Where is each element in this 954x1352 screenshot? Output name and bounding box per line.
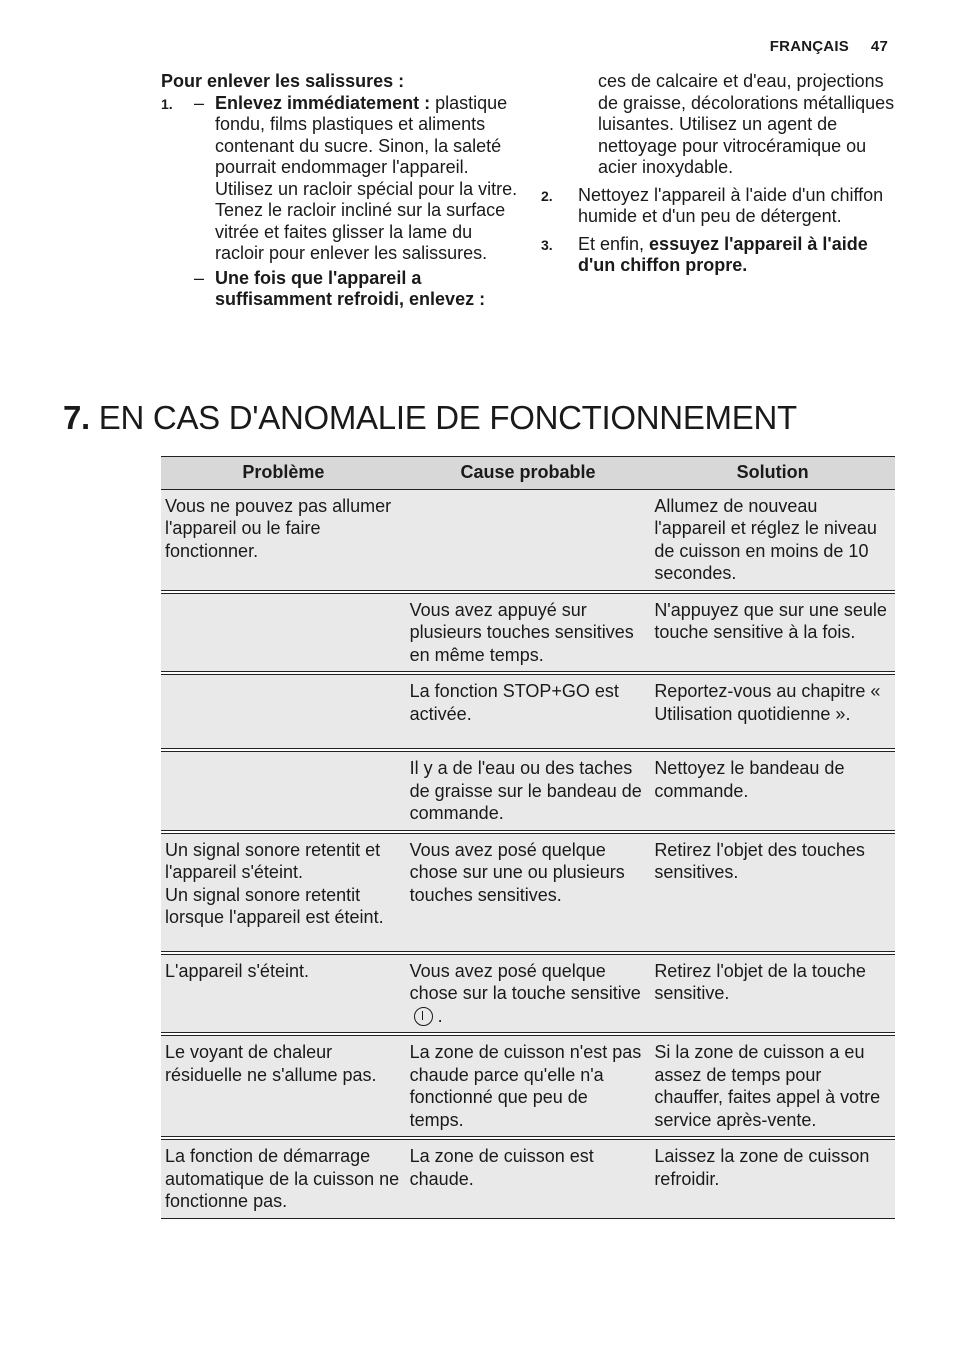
cell-solution: Laissez la zone de cuisson refroidir. <box>650 1140 895 1219</box>
step-2-number: 2. <box>541 187 553 204</box>
section-number: 7. <box>63 399 90 436</box>
cell-cause: Vous avez posé quelque chose sur une ou plusieurs touches sensitives. <box>406 833 651 951</box>
cell-solution: Retirez l'objet de la touche sensitive. <box>650 954 895 1033</box>
cleaning-left-column <box>161 71 521 311</box>
step-3 <box>541 234 897 277</box>
dash-2: – <box>194 267 205 288</box>
cell-problem <box>161 593 406 672</box>
cell-problem <box>161 675 406 749</box>
table-row <box>161 1140 895 1219</box>
dash-1: – <box>194 92 205 113</box>
header-solution: Solution <box>650 457 895 490</box>
cell-problem: Vous ne pouvez pas allumer l'appareil ou le faire fonctionner. <box>161 489 406 590</box>
step-1-number: 1. <box>161 95 173 112</box>
step-1 <box>161 93 521 265</box>
bullet-2-continuation: ces de calcaire et d'eau, projections de graisse, décolorations métalliques luisantes. Utilisez un agent de nettoyage pour vitrocéramique ou acier inoxydable. <box>598 71 895 177</box>
step-3-text: Et enfin, essuyez l'appareil à l'aide d'un chiffon propre. <box>578 233 868 275</box>
bullet-1-bold: Enlevez immédiatement : <box>215 92 431 113</box>
cell-solution: Nettoyez le bandeau de commande. <box>650 752 895 831</box>
cell-problem: La fonction de démarrage automatique de la cuisson ne fonctionne pas. <box>161 1140 406 1219</box>
cell-cause-text: Vous avez posé quelque chose sur la touche sensitive <box>409 960 641 1003</box>
table-row <box>161 752 895 831</box>
page-number: 47 <box>870 38 888 55</box>
bullet-2-bold: Une fois que l'appareil a suffisamment refroidi, enlevez : <box>215 267 486 309</box>
cleaning-subheading: Pour enlever les salissures : <box>161 71 405 91</box>
power-icon <box>414 1007 433 1026</box>
table-row <box>161 954 895 1033</box>
table-row <box>161 593 895 672</box>
table-row <box>161 675 895 749</box>
troubleshooting-table <box>161 456 895 1219</box>
step-2 <box>541 185 897 228</box>
cell-problem <box>161 752 406 831</box>
cell-cause: Il y a de l'eau ou des taches de graisse sur le bandeau de commande. <box>406 752 651 831</box>
cleaning-right-column-text <box>541 71 897 277</box>
cell-problem: Le voyant de chaleur résiduelle ne s'allume pas. <box>161 1036 406 1137</box>
section-title: EN CAS D'ANOMALIE DE FONCTIONNEMENT <box>98 399 797 436</box>
bullet-2 <box>215 268 521 311</box>
section-heading <box>63 398 797 438</box>
step-3-bold: essuyez l'appareil à l'aide d'un chiffon propre. <box>578 233 868 275</box>
cell-problem: Un signal sonore retentit et l'appareil s'éteint. Un signal sonore retentit lorsque l'appareil est éteint. <box>161 833 406 951</box>
cell-cause: Vous avez appuyé sur plusieurs touches sensitives en même temps. <box>406 593 651 672</box>
step-1-second-bullet <box>161 268 521 311</box>
cell-solution: Retirez l'objet des touches sensitives. <box>650 833 895 951</box>
cell-cause: La zone de cuisson est chaude. <box>406 1140 651 1219</box>
page-header <box>770 38 888 55</box>
cell-cause: Vous avez posé quelque chose sur la touche sensitive . <box>406 954 651 1033</box>
header-cause: Cause probable <box>406 457 651 490</box>
table-header-row <box>161 457 895 490</box>
cell-solution: Reportez-vous au chapitre « Utilisation quotidienne ». <box>650 675 895 749</box>
cell-problem: L'appareil s'éteint. <box>161 954 406 1033</box>
step-2-text: Nettoyez l'appareil à l'aide d'un chiffon humide et d'un peu de détergent. <box>578 184 884 226</box>
cell-solution: Allumez de nouveau l'appareil et réglez le niveau de cuisson en moins de 10 secondes. <box>650 489 895 590</box>
table-row <box>161 1036 895 1137</box>
bullet-1-text: plastique fondu, films plastiques et aliments contenant du sucre. Sinon, la saleté pourrait endommager l'appareil. Utilisez un racloir spécial pour la vitre. Tenez le racloir incliné sur la surface vitrée et faites glisser la lame du racloir pour enlever les salissures. <box>215 92 518 263</box>
header-language: FRANÇAIS <box>769 38 849 55</box>
step-3-number: 3. <box>541 236 553 253</box>
cell-cause <box>406 489 651 590</box>
cell-solution: Si la zone de cuisson a eu assez de temps pour chauffer, faites appel à votre service après-vente. <box>650 1036 895 1137</box>
cell-solution: N'appuyez que sur une seule touche sensitive à la fois. <box>650 593 895 672</box>
cell-cause: La fonction STOP+GO est activée. <box>406 675 651 749</box>
header-problem: Problème <box>161 457 406 490</box>
bullet-1 <box>215 93 521 265</box>
table-row <box>161 833 895 951</box>
cell-cause: La zone de cuisson n'est pas chaude parce qu'elle n'a fonctionné que peu de temps. <box>406 1036 651 1137</box>
table-row <box>161 489 895 590</box>
